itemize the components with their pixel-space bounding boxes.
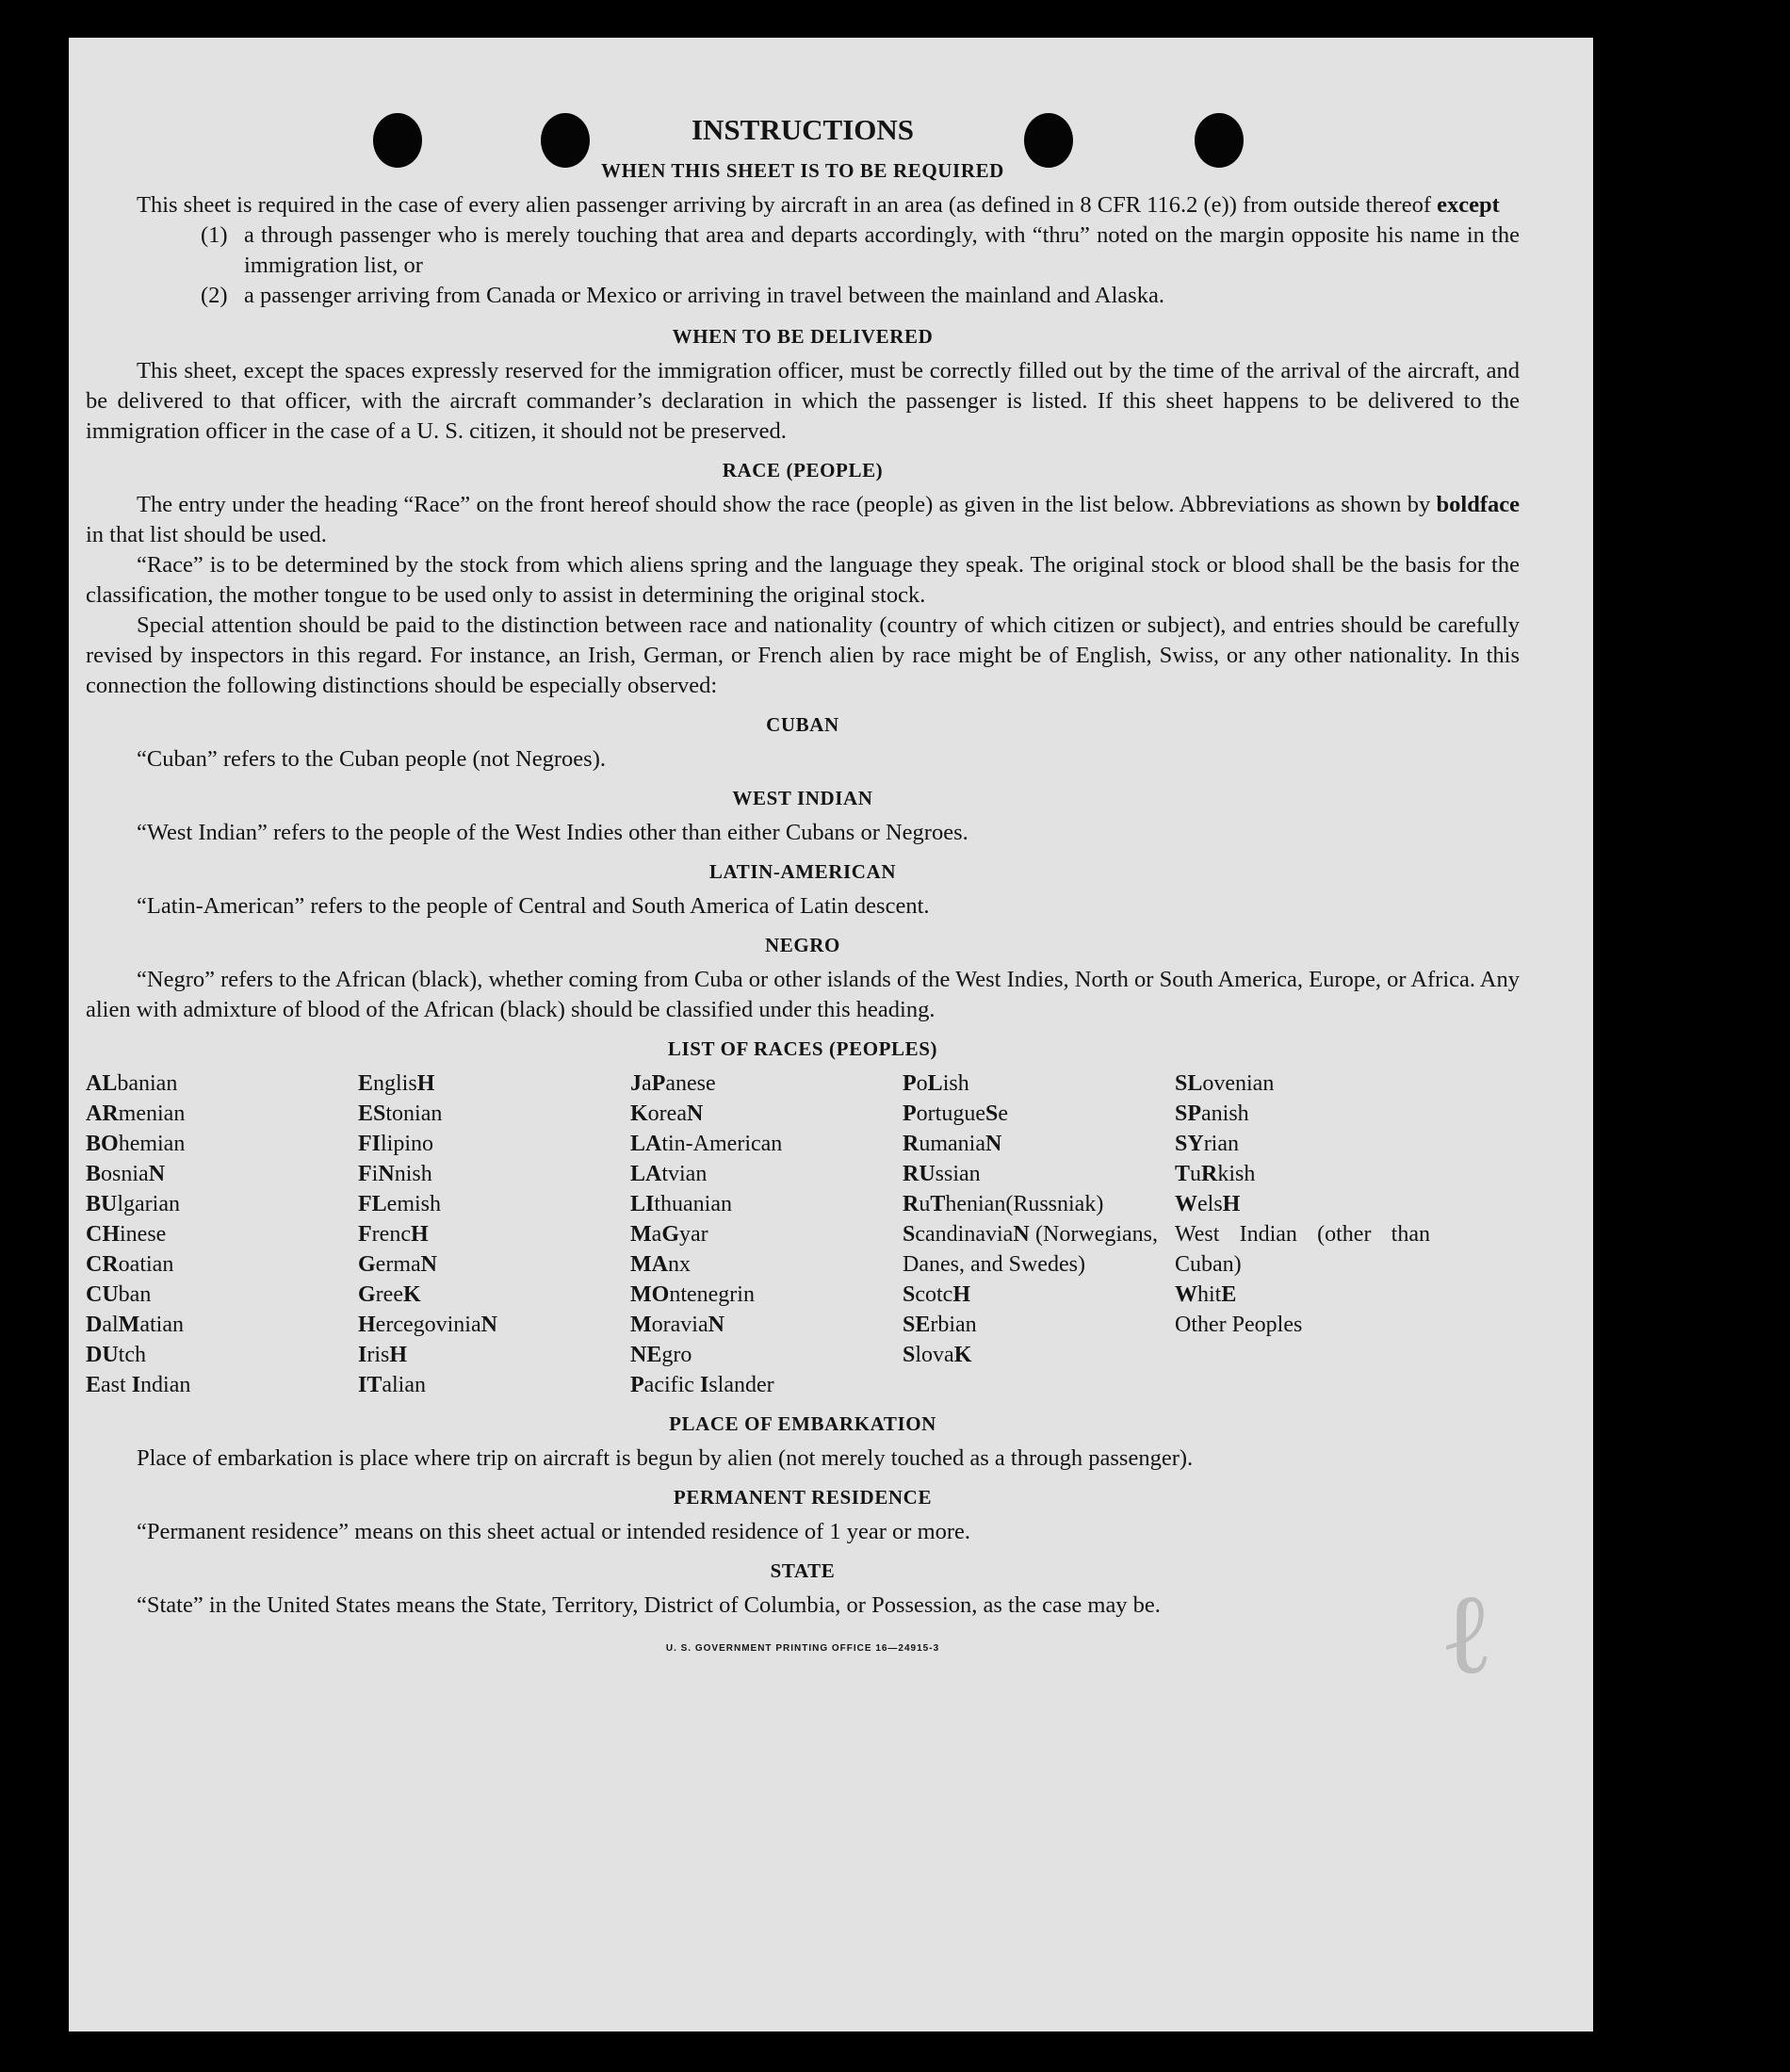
race-abbreviation: G [358, 1282, 376, 1307]
race-abbreviation: FL [358, 1192, 387, 1216]
race-name-part: u [1190, 1162, 1202, 1186]
cuban-text: “Cuban” refers to the Cuban people (not Negroes). [137, 746, 606, 772]
race-entry [630, 1099, 903, 1129]
race-name-part: tonian [385, 1101, 443, 1126]
exception-item-1 [201, 220, 1520, 281]
race-name-part: a [651, 1222, 662, 1247]
race-column [358, 1069, 630, 1400]
race-name-part: anese [665, 1071, 716, 1096]
race-name-part: acific [643, 1373, 700, 1397]
heading-list-of-races: LIST OF RACES (PEOPLES) [667, 1037, 938, 1060]
heading-race: RACE (PEOPLE) [722, 459, 884, 481]
exception-text: a through passenger who is merely touching that area and departs accordingly, with “thru” noted on the margin opposite his name in the immigration list, or [244, 222, 1520, 278]
race-paragraph-3: Special attention should be paid to the distinction between race and nationality (country of which citizen or subject), and entries should be carefully revised by inspectors in this regard. For instance, an Irish, German, or French alien by race might be of English, Swiss, or any other nationality. In this connection the following distinctions should be especially observed: [86, 612, 1520, 698]
race-name-part: ish [942, 1071, 969, 1096]
race-abbreviation: P [651, 1071, 666, 1096]
race-name-part: hit [1197, 1282, 1222, 1307]
race-abbreviation: R [903, 1132, 919, 1156]
race-column [903, 1069, 1175, 1400]
heading-permanent-residence: PERMANENT RESIDENCE [673, 1486, 933, 1509]
race-abbreviation: F [358, 1162, 372, 1186]
race-abbreviation: G [358, 1252, 376, 1277]
race-name-part: tch [118, 1343, 146, 1367]
document-sheet [69, 38, 1593, 2031]
race-abbreviation: N [708, 1313, 724, 1337]
race-abbreviation: M [630, 1313, 652, 1337]
race-entry [358, 1099, 630, 1129]
race-entry [358, 1219, 630, 1249]
page-title: INSTRUCTIONS [691, 113, 914, 146]
race-name-part: inese [120, 1222, 167, 1247]
race-name-part: menian [118, 1101, 186, 1126]
race-abbreviation: N [1013, 1222, 1030, 1247]
race-name-part: nx [667, 1252, 691, 1277]
race-abbreviation: T [930, 1192, 946, 1216]
race-abbreviation: E [358, 1071, 374, 1096]
race-abbreviation: J [630, 1071, 642, 1096]
race-abbreviation: H [416, 1071, 435, 1096]
race-entry [1175, 1099, 1447, 1129]
race-name-part: nglis [373, 1071, 417, 1096]
race-entry [1175, 1310, 1447, 1340]
race-name-part: hemian [118, 1132, 186, 1156]
race-name-part: erma [375, 1252, 421, 1277]
race-entry [86, 1129, 358, 1159]
race-abbreviation: I [358, 1343, 367, 1367]
race-name-part: (Norwegians, Danes, and Swedes) [903, 1222, 1158, 1277]
race-name-part: ovenian [1202, 1071, 1275, 1096]
race-abbreviation: M [630, 1222, 652, 1247]
race-name-part: ris [366, 1343, 390, 1367]
race-name-part: emish [386, 1192, 441, 1216]
race-entry [1175, 1189, 1447, 1219]
race-entry [1175, 1219, 1447, 1280]
exception-number: (1) [201, 222, 228, 248]
race-abbreviation: MO [630, 1282, 670, 1307]
race-abbreviation: N [686, 1101, 704, 1126]
race-name-part: a [642, 1071, 652, 1096]
race-p1-text-end: in that list should be used. [86, 522, 327, 547]
race-abbreviation: IT [358, 1373, 382, 1397]
race-entry [86, 1340, 358, 1370]
race-entry [86, 1310, 358, 1340]
race-abbreviation: BO [86, 1132, 119, 1156]
race-entry [358, 1249, 630, 1280]
race-name-part: henian(Russniak) [945, 1192, 1104, 1216]
race-abbreviation: B [86, 1162, 102, 1186]
race-entry [630, 1189, 903, 1219]
when-delivered-text: This sheet, except the spaces expressly reserved for the immigration officer, must be correctly filled out by the time of the arrival of the aircraft, and be delivered to that officer, with the aircraft commander’s declaration in which the passenger is listed. If this sheet happens to be delivered to the immigration officer in the case of a U. S. citizen, it should not be preserved. [86, 358, 1520, 444]
permanent-residence-text: “Permanent residence” means on this sheet actual or intended residence of 1 year or more. [137, 1519, 971, 1544]
race-column [1175, 1069, 1447, 1400]
race-name-part: thuanian [654, 1192, 732, 1216]
race-entry [358, 1340, 630, 1370]
race-name-part: umania [919, 1132, 985, 1156]
race-entry [358, 1310, 630, 1340]
race-name-part: Other Peoples [1175, 1313, 1303, 1337]
race-abbreviation: FI [358, 1132, 381, 1156]
race-paragraph-2: “Race” is to be determined by the stock from which aliens spring and the language they speak. The original stock or blood shall be the basis for the classification, the mother tongue to be used only to assist in determining the original stock. [86, 552, 1520, 608]
when-required-intro [86, 190, 1520, 220]
race-abbreviation: LI [630, 1192, 655, 1216]
race-abbreviation: F [358, 1222, 372, 1247]
race-entry [86, 1189, 358, 1219]
race-name-part: candinavia [915, 1222, 1014, 1247]
race-name-part: slander [708, 1373, 774, 1397]
race-entry [903, 1340, 1175, 1370]
race-abbreviation: MA [630, 1252, 668, 1277]
heading-place-of-embarkation: PLACE OF EMBARKATION [669, 1412, 936, 1435]
race-entry [630, 1340, 903, 1370]
race-abbreviation: W [1175, 1192, 1197, 1216]
race-abbreviation: R [903, 1192, 919, 1216]
race-name-part: tvian [661, 1162, 708, 1186]
race-abbreviation: G [661, 1222, 679, 1247]
race-abbreviation: K [630, 1101, 648, 1126]
race-abbreviation: CU [86, 1282, 119, 1307]
race-name-part: o [916, 1071, 928, 1096]
race-abbreviation: RU [903, 1162, 936, 1186]
printing-office-footer: U. S. GOVERNMENT PRINTING OFFICE 16—24915-3 [665, 1643, 940, 1654]
when-required-except: except [1437, 192, 1500, 218]
race-entry [86, 1370, 358, 1400]
race-entry [358, 1280, 630, 1310]
race-entry [358, 1159, 630, 1189]
race-abbreviation: W [1175, 1282, 1197, 1307]
race-abbreviation: I [699, 1373, 709, 1397]
race-abbreviation: T [1175, 1162, 1191, 1186]
race-entry [903, 1129, 1175, 1159]
race-entry [358, 1370, 630, 1400]
race-name-part: banian [117, 1071, 178, 1096]
race-name-part: tin-American [661, 1132, 783, 1156]
race-abbreviation: LA [630, 1162, 662, 1186]
race-name-part: lipino [381, 1132, 434, 1156]
exception-number: (2) [201, 283, 228, 308]
race-name-part: ssian [935, 1162, 981, 1186]
race-abbreviation: S [903, 1282, 916, 1307]
race-abbreviation: L [927, 1071, 943, 1096]
race-abbreviation: H [1222, 1192, 1241, 1216]
race-name-part: ercegovinia [375, 1313, 481, 1337]
race-column [630, 1069, 903, 1400]
when-required-intro-text: This sheet is required in the case of every alien passenger arriving by aircraft in an area (as defined in 8 CFR 116.2 (e)) from outside thereof [137, 192, 1431, 218]
race-abbreviation: CR [86, 1252, 119, 1277]
race-entry [903, 1189, 1175, 1219]
race-entry [903, 1099, 1175, 1129]
race-entry [630, 1129, 903, 1159]
race-abbreviation: AL [86, 1071, 118, 1096]
race-abbreviation: DU [86, 1343, 119, 1367]
race-entry [903, 1280, 1175, 1310]
exception-text: a passenger arriving from Canada or Mexico or arriving in travel between the mainland and Alaska. [244, 283, 1164, 308]
race-name-part: rbian [930, 1313, 977, 1337]
race-abbreviation: P [903, 1101, 917, 1126]
heading-latin-american: LATIN-AMERICAN [708, 860, 897, 883]
race-abbreviation: R [1201, 1162, 1218, 1186]
race-entry [903, 1219, 1175, 1280]
race-entry [86, 1249, 358, 1280]
race-p1-bold: boldface [1436, 492, 1521, 517]
race-entry [630, 1280, 903, 1310]
race-entry [86, 1069, 358, 1099]
race-name-part: ndian [140, 1373, 191, 1397]
race-entry [630, 1310, 903, 1340]
heading-cuban: CUBAN [766, 713, 839, 736]
heading-negro: NEGRO [764, 934, 840, 956]
race-name-part: i [371, 1162, 379, 1186]
race-abbreviation: BU [86, 1192, 118, 1216]
race-abbreviation: H [389, 1343, 408, 1367]
race-abbreviation: AR [86, 1101, 119, 1126]
race-name-part: ntenegrin [669, 1282, 755, 1307]
race-name-part: alian [382, 1373, 426, 1397]
race-name-part: kish [1217, 1162, 1256, 1186]
race-entry [1175, 1280, 1447, 1310]
race-p1-text: The entry under the heading “Race” on the front hereof should show the race (people) as given in the list below. Abbreviations as shown by [137, 492, 1431, 517]
race-abbreviation: S [903, 1343, 916, 1367]
race-entry [1175, 1129, 1447, 1159]
race-column [86, 1069, 358, 1400]
race-abbreviation: N [148, 1162, 166, 1186]
race-abbreviation: SY [1175, 1132, 1204, 1156]
race-name-part: rian [1203, 1132, 1239, 1156]
race-abbreviation: M [118, 1313, 140, 1337]
race-entry [358, 1069, 630, 1099]
race-abbreviation: K [402, 1282, 421, 1307]
race-abbreviation: LA [630, 1132, 662, 1156]
race-abbreviation: K [953, 1343, 972, 1367]
race-name-part: ban [118, 1282, 152, 1307]
race-entry [630, 1159, 903, 1189]
race-name-part: cotc [915, 1282, 953, 1307]
race-entry [1175, 1159, 1447, 1189]
race-name-part: West Indian (other than Cuban) [1175, 1222, 1430, 1277]
race-name-part: u [919, 1192, 931, 1216]
heading-state: STATE [770, 1559, 836, 1582]
race-name-part: oravia [651, 1313, 708, 1337]
exception-item-2 [201, 281, 1520, 311]
race-abbreviation: N [420, 1252, 437, 1277]
race-abbreviation: I [131, 1373, 141, 1397]
race-abbreviation: H [410, 1222, 429, 1247]
race-name-part: lova [915, 1343, 954, 1367]
heading-when-delivered: WHEN TO BE DELIVERED [672, 325, 934, 348]
race-abbreviation: SL [1175, 1071, 1203, 1096]
race-name-part: gro [661, 1343, 692, 1367]
handwritten-mark: ℓ [1440, 1569, 1494, 1700]
race-abbreviation: CH [86, 1222, 120, 1247]
race-name-part: nish [394, 1162, 432, 1186]
race-entry [630, 1069, 903, 1099]
race-name-part: yar [678, 1222, 708, 1247]
race-entry [86, 1280, 358, 1310]
race-abbreviation: H [358, 1313, 376, 1337]
race-entry [358, 1189, 630, 1219]
race-abbreviation: N [378, 1162, 395, 1186]
state-text: “State” in the United States means the State, Territory, District of Columbia, or Possession, as the case may be. [137, 1592, 1161, 1618]
race-entry [1175, 1069, 1447, 1099]
race-entry [903, 1159, 1175, 1189]
race-abbreviation: SP [1175, 1101, 1202, 1126]
race-name-part: e [998, 1101, 1008, 1126]
race-abbreviation: P [630, 1373, 644, 1397]
race-abbreviation: S [903, 1222, 916, 1247]
race-name-part: lgarian [117, 1192, 180, 1216]
race-name-part: orea [647, 1101, 687, 1126]
instructions-content [86, 113, 1520, 1664]
race-name-part: anish [1201, 1101, 1249, 1126]
race-entry [903, 1069, 1175, 1099]
race-abbreviation: SE [903, 1313, 931, 1337]
race-entry [630, 1249, 903, 1280]
race-abbreviation: H [952, 1282, 971, 1307]
race-name-part: ast [101, 1373, 132, 1397]
race-entry [630, 1219, 903, 1249]
negro-text: “Negro” refers to the African (black), whether coming from Cuba or other islands of the West Indies, North or South America, Europe, or Africa. Any alien with admixture of blood of the African (black) should be classified under this heading. [86, 967, 1520, 1022]
race-abbreviation: ES [358, 1101, 386, 1126]
race-abbreviation: D [86, 1313, 103, 1337]
race-name-part: ree [375, 1282, 403, 1307]
race-name-part: oatian [118, 1252, 174, 1277]
race-entry [358, 1129, 630, 1159]
race-abbreviation: NE [630, 1343, 662, 1367]
latin-american-text: “Latin-American” refers to the people of Central and South America of Latin descent. [137, 893, 930, 919]
race-abbreviation: E [86, 1373, 102, 1397]
races-list [86, 1069, 1520, 1400]
race-entry [903, 1310, 1175, 1340]
race-name-part: ortugue [916, 1101, 985, 1126]
race-name-part: osnia [101, 1162, 149, 1186]
race-abbreviation: S [984, 1101, 999, 1126]
heading-west-indian: WEST INDIAN [732, 787, 873, 809]
west-indian-text: “West Indian” refers to the people of the West Indies other than either Cubans or Negroes. [137, 820, 968, 845]
place-of-embarkation-text: Place of embarkation is place where trip on aircraft is begun by alien (not merely touched as a through passenger). [137, 1445, 1194, 1471]
race-abbreviation: E [1221, 1282, 1237, 1307]
race-entry [630, 1370, 903, 1400]
heading-when-required: WHEN THIS SHEET IS TO BE REQUIRED [601, 159, 1004, 182]
race-paragraph-1 [86, 490, 1520, 550]
race-abbreviation: N [480, 1313, 497, 1337]
race-entry [86, 1219, 358, 1249]
race-name-part: atian [139, 1313, 184, 1337]
race-name-part: al [102, 1313, 119, 1337]
race-abbreviation: N [984, 1132, 1002, 1156]
race-entry [86, 1099, 358, 1129]
race-entry [86, 1159, 358, 1189]
race-name-part: renc [371, 1222, 411, 1247]
race-name-part: els [1197, 1192, 1223, 1216]
race-abbreviation: P [903, 1071, 917, 1096]
